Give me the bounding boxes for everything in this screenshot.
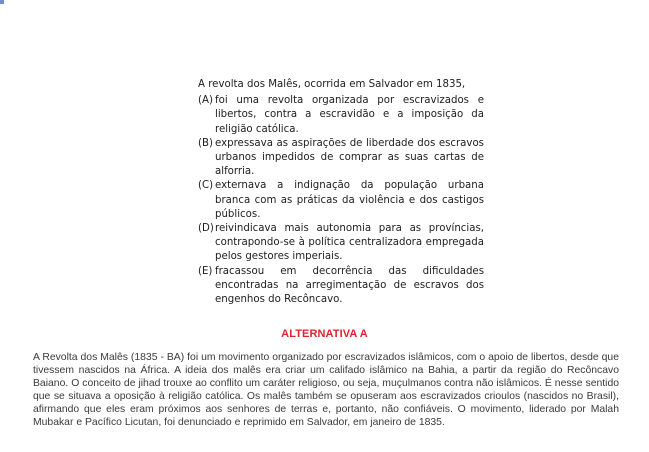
- option-d: [198, 222, 484, 265]
- option-text: expressava as aspirações de liberdade dos escravos urbanos impedidos de comprar as suas cartas de alforria.: [215, 137, 484, 178]
- answer-explanation: A Revolta dos Malês (1835 - BA) foi um movimento organizado por escravizados islâmicos, com o apoio de libertos, desde que tivessem nascidos na África. A ideia dos malês era criar um califado islâmico na Bahia, a partir da região do Recôncavo Baiano. O conceito de jihad trouxe ao conflito um caráter religioso, ou seja, muçulmanos contra não islâmicos. É nesse sentido que se situava a oposição à religião católica. Os malês também se opuseram aos escravizados crioulos (nascidos no Brasil), afirmando que eles eram próximos aos senhores de terras e, portanto, não confiáveis. O movimento, liderado por Malah Mubakar e Pacífico Licutan, foi denunciado e reprimido em Salvador, em janeiro de 1835.: [33, 352, 619, 428]
- option-b: [198, 137, 484, 180]
- option-e: [198, 265, 484, 308]
- options-list: [198, 94, 484, 307]
- option-letter: (D): [198, 223, 214, 235]
- option-text: externava a indignação da população urbana branca com as práticas da violência e dos castigos públicos.: [215, 180, 484, 220]
- option-c: [198, 179, 484, 222]
- corner-mark: [0, 0, 4, 4]
- question-stem: A revolta dos Malês, ocorrida em Salvador em 1835,: [198, 79, 466, 90]
- answer-title: ALTERNATIVA A: [281, 328, 368, 340]
- question-block: [198, 78, 484, 307]
- option-letter: (B): [198, 137, 213, 149]
- option-a: [198, 94, 484, 137]
- option-text: fracassou em decorrência das dificuldades encontradas na arregimentação de escravos dos engenhos do Recôncavo.: [215, 265, 484, 306]
- option-letter: (A): [198, 95, 213, 107]
- option-text: reivindicava mais autonomia para as províncias, contrapondo-se à política centralizadora empregada pelos gestores imperiais.: [215, 223, 484, 263]
- option-letter: (C): [198, 180, 214, 192]
- option-text: foi uma revolta organizada por escravizados e libertos, contra a escravidão e a imposição da religião católica.: [215, 95, 484, 135]
- option-letter: (E): [198, 265, 213, 277]
